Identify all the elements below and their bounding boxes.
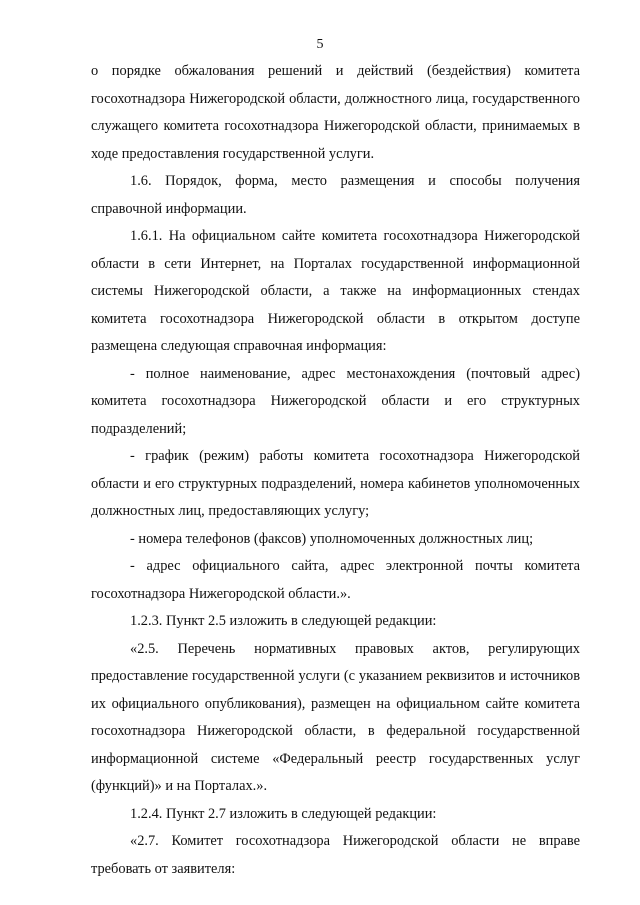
paragraph-2-5: «2.5. Перечень нормативных правовых актов, регулирующих предоставление государственной услуги (с указанием реквизитов и источников их официального опубликования), размещен на официальном сайте комитета госохотнадзора Нижегородской области, в федеральной государственной информационной системе «Федеральный реестр государственных услуг (функций)» и на Порталах.». [91,640,580,794]
list-item-phones: - номера телефонов (факсов) уполномоченных должностных лиц; [130,530,534,547]
list-item-website: - адрес официального сайта, адрес электронной почты комитета госохотнадзора Нижегородской области.». [91,558,580,602]
document-body [91,58,580,883]
list-item-schedule: - график (режим) работы комитета госохотнадзора Нижегородской области и его структурных подразделений, номера кабинетов уполномоченных должностных лиц, предоставляющих услугу; [91,448,580,519]
paragraph-continuation: о порядке обжалования решений и действий (бездействия) комитета госохотнадзора Нижегородской области, должностного лица, государственного служащего комитета госохотнадзора Нижегородской области, принимаемых в ходе предоставления государственной услуги. [91,63,580,162]
page-number: 5 [316,37,324,52]
paragraph-1-6: 1.6. Порядок, форма, место размещения и способы получения справочной информации. [91,173,580,217]
paragraph-2-7: «2.7. Комитет госохотнадзора Нижегородской области не вправе требовать от заявителя: [91,833,580,877]
list-item-full-name: - полное наименование, адрес местонахождения (почтовый адрес) комитета госохотнадзора Нижегородской области и его структурных подразделений; [91,365,580,437]
paragraph-1-6-1: 1.6.1. На официальном сайте комитета госохотнадзора Нижегородской области в сети Интернет, на Порталах государственной информационной системы Нижегородской области, а также на информационных стендах комитета госохотнадзора Нижегородской области в открытом доступе размещена следующая справочная информация: [91,228,580,354]
paragraph-1-2-3: 1.2.3. Пункт 2.5 изложить в следующей редакции: [130,613,437,629]
paragraph-1-2-4: 1.2.4. Пункт 2.7 изложить в следующей редакции: [130,805,437,822]
